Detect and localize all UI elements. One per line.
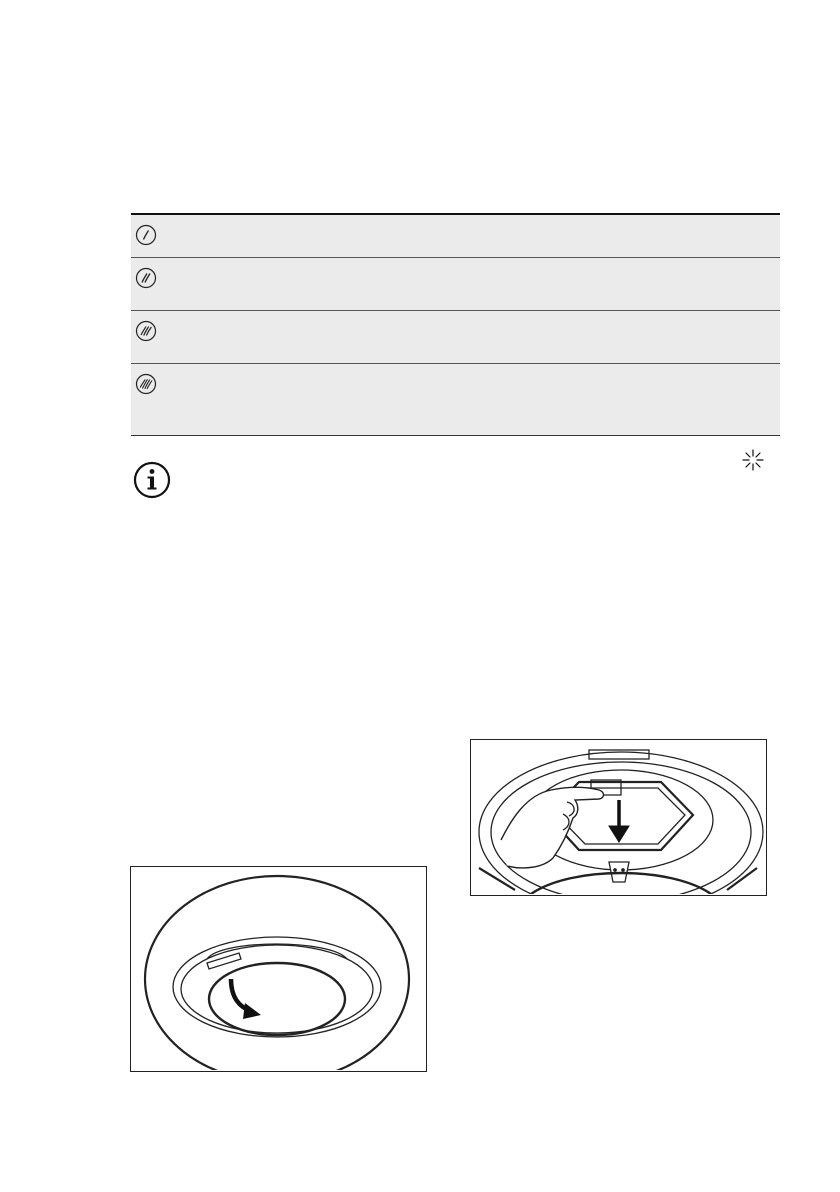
table-row [131, 311, 780, 364]
hand-slide-cover-icon [471, 740, 765, 894]
figure-slide-cover [470, 739, 767, 896]
figure-rotate-cover [130, 866, 427, 1072]
power-level-1-icon [135, 224, 157, 246]
rotate-lamp-cover-icon [131, 867, 425, 1070]
power-level-4-icon [135, 373, 157, 395]
sparkle-icon [741, 448, 765, 472]
table-row [131, 215, 780, 258]
power-level-3-icon [135, 320, 157, 342]
info-icon [133, 461, 171, 499]
settings-table [131, 213, 780, 436]
table-row [131, 364, 780, 436]
power-level-2-icon [135, 267, 157, 289]
table-row [131, 258, 780, 311]
